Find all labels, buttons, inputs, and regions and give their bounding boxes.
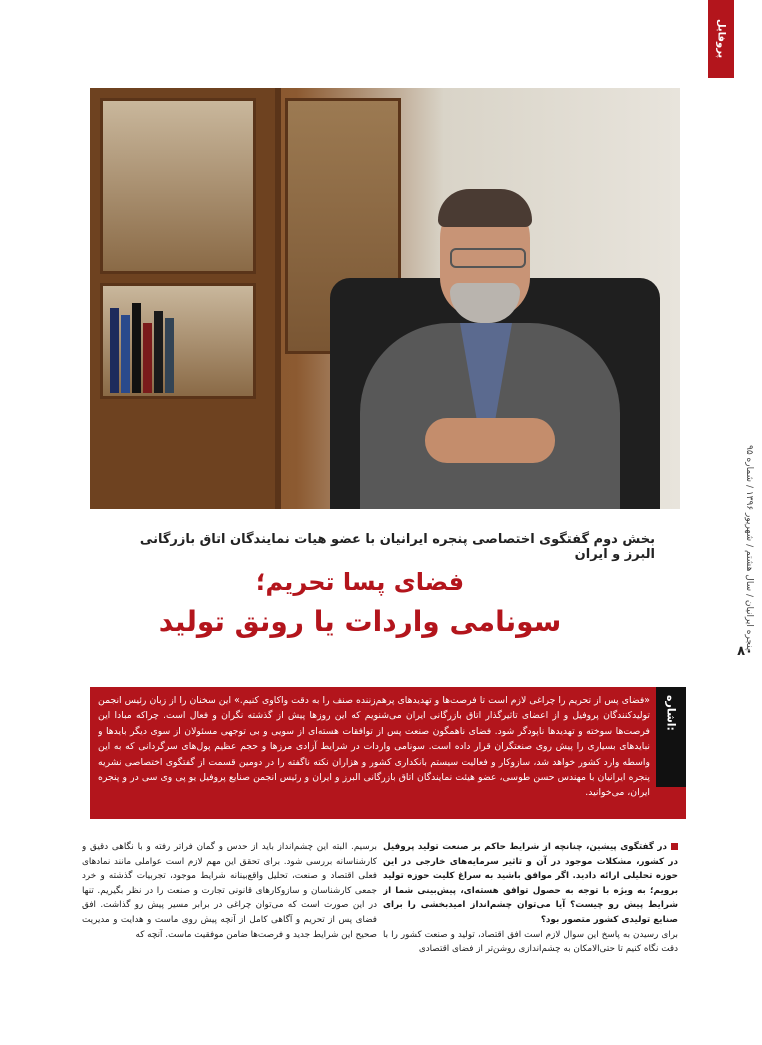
column-left: برسیم. البته این چشم‌انداز باید از حدس و گمان فراتر رفته و با نگاهی دقیق و کارشناسانه بررسی شود. برای تحقق این مهم لازم است عواملی مانند نمادهای فعلی اقتصاد و صنعت، تحلیل واقع‌بینانه شرایط موجود، تجربیات گذشته و خرد جمعی کارشناسان و سازوکارهای قانونی تجارت و صنعت را در نظر بگیریم. تنها در این صورت است که می‌توان چراغی در برابر مسیر پیش رو گذاشت. افق فضای پس از تحریم و آگاهی کامل از آنچه پیش روی ماست و هدایت و مدیریت صحیح این شرایط جدید و فرصت‌ها ضامن موفقیت ماست. آنچه که bbox=[82, 842, 377, 940]
books bbox=[110, 303, 174, 393]
intro-label bbox=[656, 687, 686, 787]
interview-photo bbox=[90, 88, 680, 509]
intro-text: «فضای پس از تحریم را چراغی لازم است تا فرصت‌ها و تهدیدهای پرهم‌زننده صنف را به دقت واکاوی کنیم.» این سخنان را از زبان رئیس انجمن تولیدکنندگان پروفیل و از اعضای تاثیرگذار اتاق بازرگانی ایران می‌شنویم که این روزها پیش از گذشته نگران و فعال است. چراکه مبادا این فرصت‌ها سوخته و تهدیدها ناپودگر شود. فضای ناهمگون صنعت پس از توافقات هسته‌ای از سویی و بی توجهی مسئولان از سوی دیگر بایدها و نبایدهای بسیاری را پیش روی صنعتگران قرار داده است. سونامی واردات در شرایط آزادی مرزها و حجم عظیم پول‌های سرگردانی که به این واسطه وارد کشور خواهد شد، سازوکار و فعالیت سیستم بانکداری کشور و هزاران نکته ناگفته را در دومین قسمت از گفتگوی اختصاصی نشریه پنجره ایرانیان با مهندس حسن طوسی، عضو هیئت نمایندگان اتاق بازرگانی البرز و ایران و رئیس انجمن صنایع پروفیل یو پی وی سی در و پنجره ایران، می‌خوانید. bbox=[98, 695, 650, 799]
article-title-line2: سونامی واردات یا رونق تولید bbox=[158, 605, 562, 638]
glass-shelf-top bbox=[100, 98, 256, 274]
interviewee bbox=[340, 193, 640, 509]
column-right bbox=[383, 840, 678, 980]
page-number: ۸۰ bbox=[737, 644, 753, 659]
answer-text: برای رسیدن به پاسخ این سوال لازم است افق اقتصاد، تولید و صنعت کشور را با دقت نگاه کنیم تا حتی‌الامکان به چشم‌اندازی روشن‌تر از فضای اقتصادی bbox=[383, 929, 678, 955]
issue-info: پنجره ایرانیان / سال هشتم / شهریور ۱۳۹۶ / شماره ۹۵ bbox=[744, 444, 754, 651]
article-subtitle: بخش دوم گفتگوی اختصاصی پنجره ایرانیان با عضو هیات نمایندگان اتاق بازرگانی البرز و ایران bbox=[139, 532, 655, 562]
intro-label-text: اشاره: bbox=[664, 695, 678, 731]
section-tab-label: پروفایل bbox=[715, 19, 727, 59]
bullet-icon bbox=[671, 843, 678, 850]
side-info bbox=[740, 444, 758, 651]
article-title-line1: فضای پسا تحریم؛ bbox=[255, 568, 465, 596]
question-text: در گفتگوی پیشین، چنانچه از شرایط حاکم بر صنعت تولید پروفیل در کشور، مشکلات موجود در آن و تاثیر سرمایه‌های خارجی در این حوزه تحلیلی ارائه دادید. اگر موافق باشید به سراغ کلیت حوزه تولید برویم؛ به ویژه با توجه به حصول توافق هسته‌ای، پیش‌بینی شما از شرایط پیش رو چیست؟ آیا می‌توان چشم‌انداز امیدبخشی را برای صنایع تولیدی کشور متصور بود؟ bbox=[383, 842, 678, 925]
section-tab bbox=[708, 0, 734, 78]
